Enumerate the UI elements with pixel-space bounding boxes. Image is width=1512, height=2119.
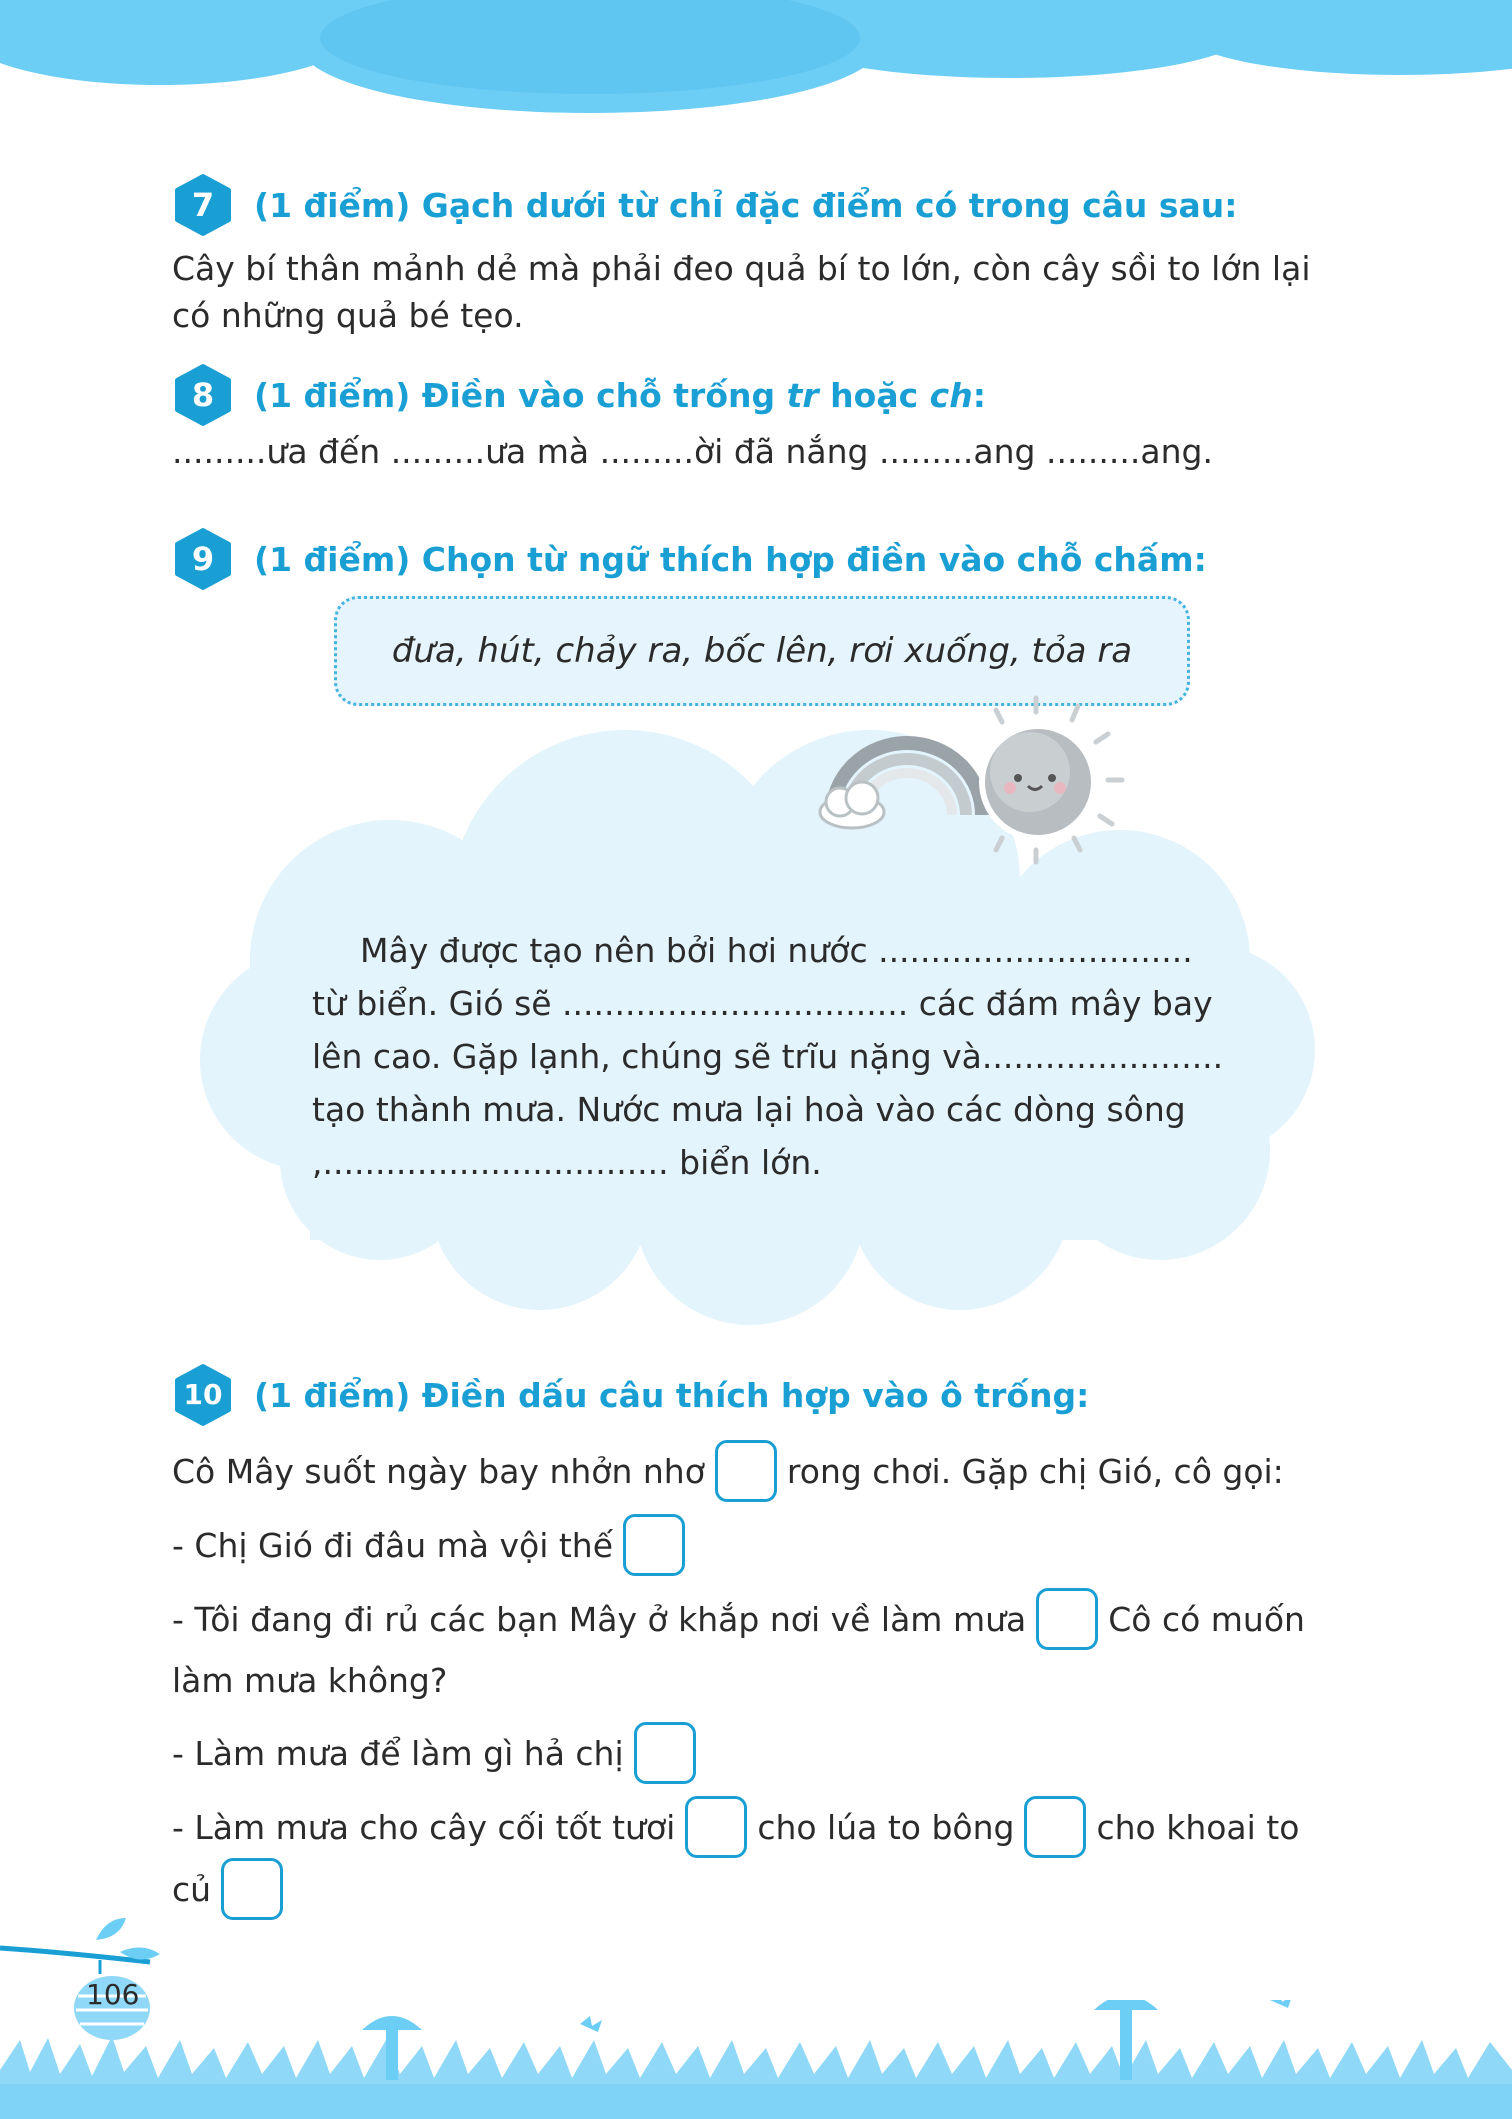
q9-number-badge: 9 — [172, 528, 234, 590]
q10-line-7 — [172, 1858, 293, 1920]
word-bank: đưa, hút, chảy ra, bốc lên, rơi xuống, tỏa ra — [334, 596, 1190, 706]
q10-text-5: - Làm mưa để làm gì hả chị — [172, 1733, 624, 1773]
q7-title: (1 điểm) Gạch dưới từ chỉ đặc điểm có trong câu sau: — [254, 185, 1238, 225]
q10-text-1b: rong chơi. Gặp chị Gió, cô gọi: — [786, 1451, 1284, 1491]
passage-line-4: tạo thành mưa. Nước mưa lại hoà vào các dòng sông — [312, 1090, 1186, 1129]
punctuation-box-6[interactable] — [1024, 1796, 1086, 1858]
q10-text-7: củ — [172, 1869, 212, 1909]
q10-line-6 — [172, 1796, 1299, 1858]
q8-title: (1 điểm) Điền vào chỗ trống tr hoặc ch: — [254, 375, 986, 415]
q8-number-badge: 8 — [172, 364, 234, 426]
q10-line-5 — [172, 1722, 706, 1784]
top-cloud-banner — [0, 0, 1512, 120]
q10-text-6b: cho lúa to bông — [757, 1807, 1015, 1847]
q10-text-3a: - Tôi đang đi rủ các bạn Mây ở khắp nơi về làm mưa — [172, 1599, 1027, 1639]
q10-header — [172, 1364, 1089, 1426]
q10-text-6a: - Làm mưa cho cây cối tốt tươi — [172, 1807, 676, 1847]
q10-text-3b: Cô có muốn — [1108, 1599, 1305, 1639]
punctuation-box-5[interactable] — [685, 1796, 747, 1858]
q7-header — [172, 174, 1238, 236]
q10-text-1a: Cô Mây suốt ngày bay nhởn nhơ — [172, 1451, 705, 1491]
passage-line-2: từ biển. Gió sẽ ................................. các đám mây bay — [312, 984, 1213, 1023]
page-number: 106 — [86, 1978, 140, 2011]
passage-line-1: Mây được tạo nên bởi hơi nước .............................. — [360, 931, 1193, 970]
q10-line-4 — [172, 1658, 447, 1702]
cloud-passage — [312, 924, 1224, 1189]
punctuation-box-1[interactable] — [715, 1440, 777, 1502]
sun-icon — [960, 690, 1140, 880]
punctuation-box-4[interactable] — [634, 1722, 696, 1784]
q10-text-2: - Chị Gió đi đâu mà vội thế — [172, 1525, 614, 1565]
q9-title: (1 điểm) Chọn từ ngữ thích hợp điền vào chỗ chấm: — [254, 539, 1207, 579]
q7-sentence-line2: có những quả bé tẹo. — [172, 296, 524, 335]
q10-text-6c: cho khoai to — [1096, 1807, 1300, 1847]
q10-number-badge: 10 — [172, 1364, 234, 1426]
q10-line-3 — [172, 1588, 1305, 1650]
q10-title: (1 điểm) Điền dấu câu thích hợp vào ô trống: — [254, 1375, 1090, 1415]
q10-text-4: làm mưa không? — [172, 1660, 448, 1700]
grass-footer — [0, 2000, 1512, 2119]
q9-header — [172, 528, 1207, 590]
punctuation-box-2[interactable] — [623, 1514, 685, 1576]
q10-line-2 — [172, 1514, 695, 1576]
q8-header — [172, 364, 986, 426]
q8-blanks: .........ưa đến .........ưa mà .........ời đã nắng .........ang .........ang. — [172, 432, 1213, 471]
q10-line-1 — [172, 1440, 1284, 1502]
q7-sentence-line1: Cây bí thân mảnh dẻ mà phải đeo quả bí to lớn, còn cây sồi to lớn lại — [172, 249, 1311, 288]
punctuation-box-7[interactable] — [221, 1858, 283, 1920]
passage-line-5: ,................................. biển lớn. — [312, 1143, 822, 1182]
punctuation-box-3[interactable] — [1036, 1588, 1098, 1650]
q7-number-badge: 7 — [172, 174, 234, 236]
passage-line-3: lên cao. Gặp lạnh, chúng sẽ trĩu nặng và....................... — [312, 1037, 1224, 1076]
